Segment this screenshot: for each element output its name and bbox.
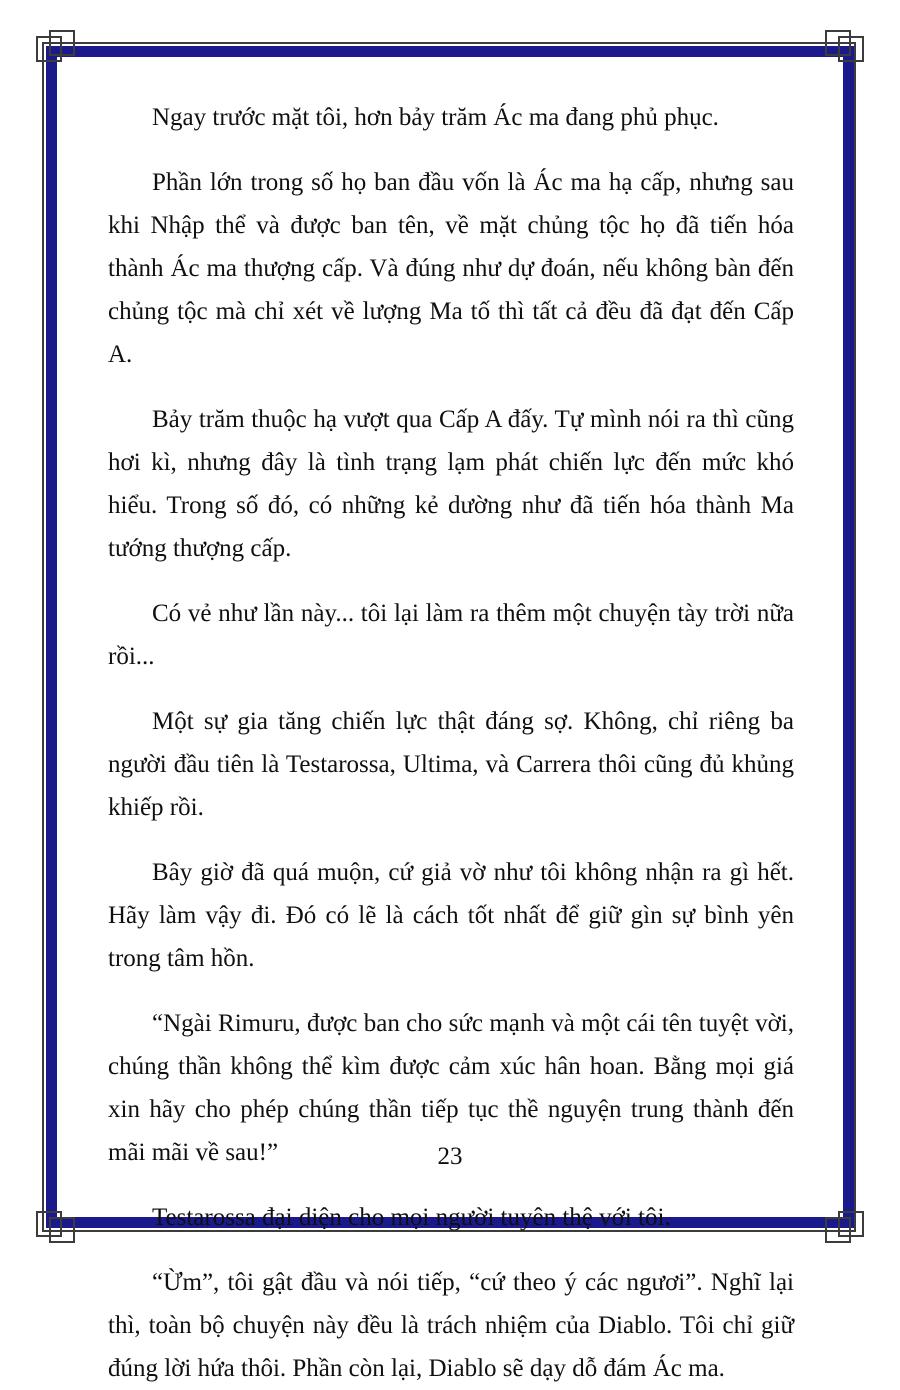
paragraph: Ngay trước mặt tôi, hơn bảy trăm Ác ma đang phủ phục.: [152, 104, 719, 131]
page-border-right: [843, 46, 854, 1228]
corner-square-inner: [49, 1217, 75, 1243]
corner-ornament-bottom-left: [30, 1189, 84, 1243]
corner-square-inner: [49, 30, 75, 56]
corner-ornament-top-right: [816, 30, 870, 84]
page-number: 23: [437, 1143, 463, 1170]
paragraph: Bây giờ đã quá muộn, cứ giả vờ như tôi không nhận ra gì hết. Hãy làm vậy đi. Đó có lẽ là cách tốt nhất để giữ gìn sự bình yên trong tâm hồn.: [108, 859, 794, 972]
paragraph: Có vẻ như lần này... tôi lại làm ra thêm một chuyện tày trời nữa rồi...: [108, 600, 794, 670]
corner-ornament-top-left: [30, 30, 84, 84]
page-border-top: [46, 46, 854, 57]
paragraph: “Ngài Rimuru, được ban cho sức mạnh và một cái tên tuyệt vời, chúng thần không thể kìm được cảm xúc hân hoan. Bằng mọi giá xin hãy cho phép chúng thần tiếp tục thề nguyện trung thành đến mãi mãi về sau!”: [108, 1010, 794, 1166]
paragraph: “Ừm”, tôi gật đầu và nói tiếp, “cứ theo ý các ngươi”. Nghĩ lại thì, toàn bộ chuyện này đều là trách nhiệm của Diablo. Tôi chỉ giữ đúng lời hứa thôi. Phần còn lại, Diablo sẽ dạy dỗ đám Ác ma.: [108, 1269, 794, 1382]
paragraph: Testarossa đại diện cho mọi người tuyên thệ với tôi.: [152, 1204, 671, 1231]
corner-ornament-bottom-right: [816, 1189, 870, 1243]
corner-square-inner: [825, 1217, 851, 1243]
paragraph: Phần lớn trong số họ ban đầu vốn là Ác ma hạ cấp, nhưng sau khi Nhập thể và được ban tên, về mặt chủng tộc họ đã tiến hóa thành Ác ma thượng cấp. Và đúng như dự đoán, nếu không bàn đến chủng tộc mà chỉ xét về lượng Ma tố thì tất cả đều đã đạt đến Cấp A.: [108, 169, 794, 368]
paragraph: Bảy trăm thuộc hạ vượt qua Cấp A đấy. Tự mình nói ra thì cũng hơi kì, nhưng đây là tình trạng lạm phát chiến lực đến mức khó hiểu. Trong số đó, có những kẻ dường như đã tiến hóa thành Ma tướng thượng cấp.: [108, 406, 794, 562]
page-border-left: [46, 46, 57, 1228]
paragraph: Một sự gia tăng chiến lực thật đáng sợ. Không, chỉ riêng ba người đầu tiên là Testarossa, Ultima, và Carrera thôi cũng đủ khủng khiếp rồi.: [108, 708, 794, 821]
page-body-text: [108, 96, 794, 1390]
corner-square-inner: [825, 30, 851, 56]
